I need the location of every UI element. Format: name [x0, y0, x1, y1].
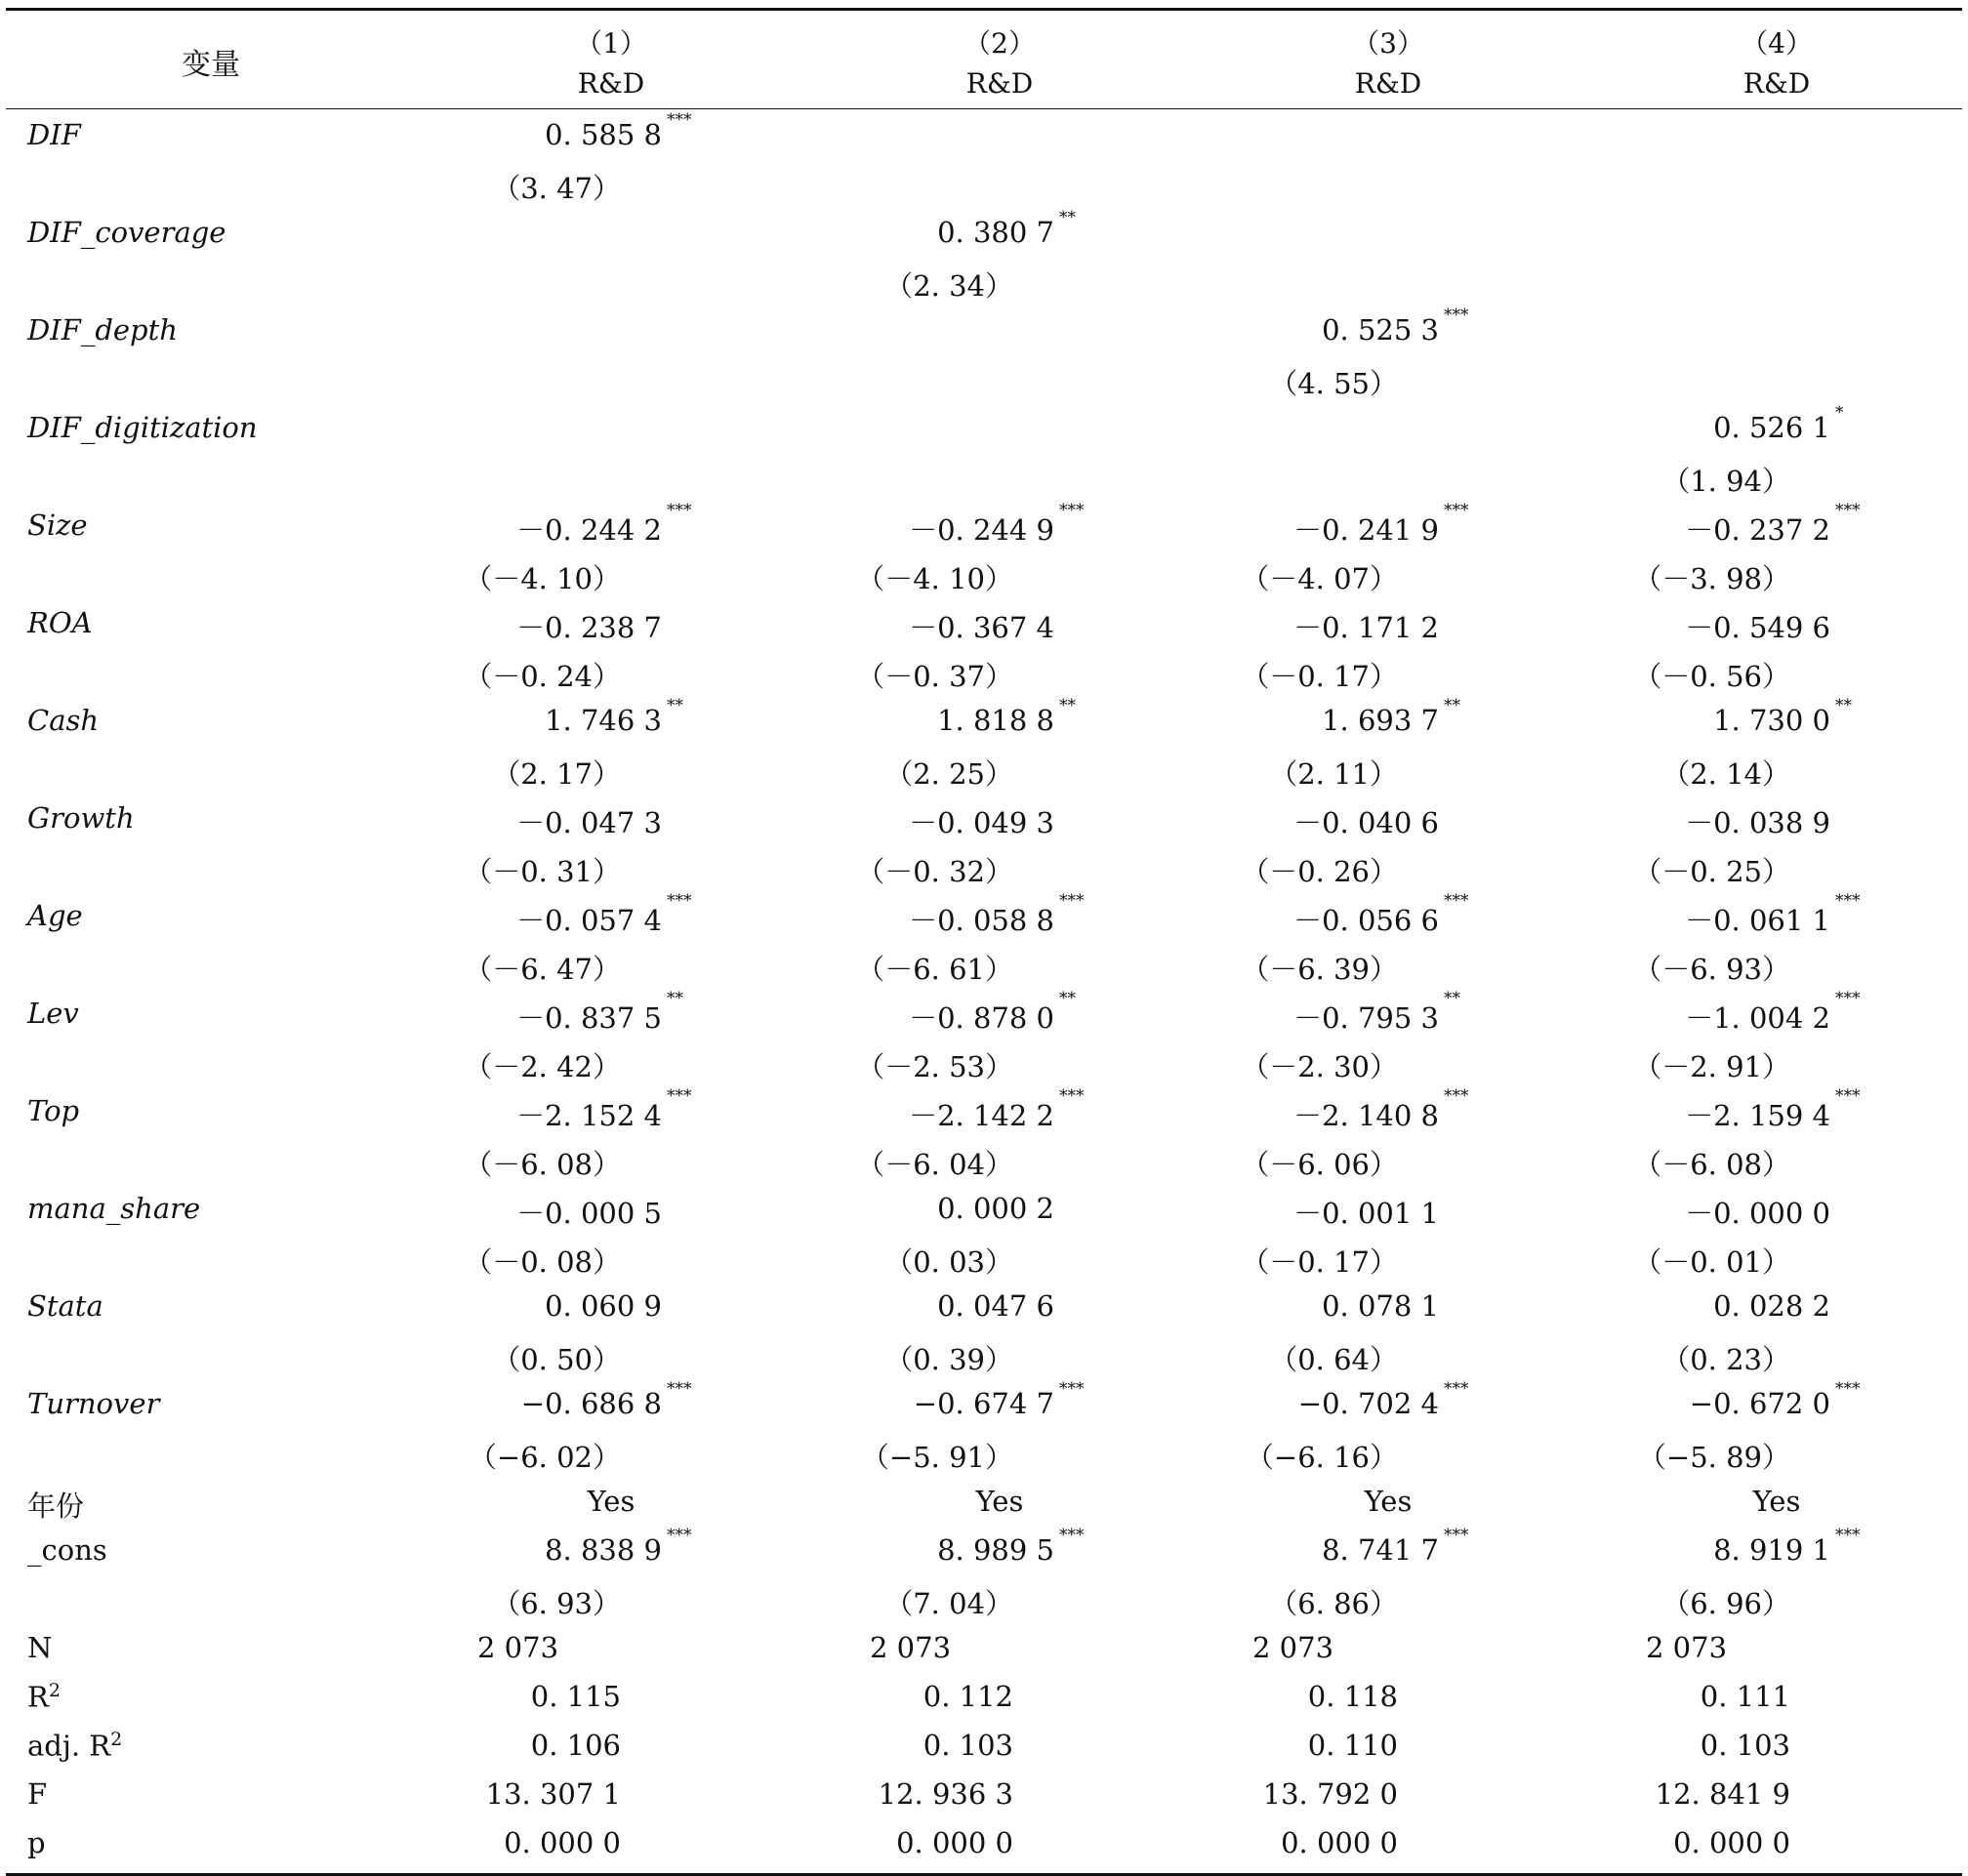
tstat-row [6, 255, 1962, 304]
stat-row-N [6, 1621, 1962, 1670]
row-label: Size [27, 509, 88, 542]
coef-cell: 1. 730 0 ** [1713, 696, 1852, 737]
tstat-row [6, 938, 1962, 987]
tstat-cell: （－0. 37） [856, 660, 1013, 693]
cons-tstat-row [6, 1572, 1962, 1621]
coef-cell: 0. 380 7 ** [937, 208, 1076, 249]
significance-stars: *** [1444, 1086, 1469, 1106]
coef-cell: －0. 837 5 ** [516, 989, 683, 1035]
tstat-row [6, 1231, 1962, 1280]
coef-cell: －0. 878 0 ** [909, 989, 1076, 1035]
significance-stars: ** [1059, 208, 1076, 227]
significance-stars: *** [1835, 1379, 1861, 1399]
tstat-cell: （0. 64） [1269, 1343, 1398, 1376]
tstat-cell: （2. 17） [492, 757, 621, 791]
significance-stars: *** [1059, 1379, 1085, 1399]
stat-row-r2 [6, 1670, 1962, 1719]
tstat-cell: （6. 96） [1661, 1587, 1790, 1620]
year-cell: Yes [587, 1485, 636, 1518]
stat-cell: 12. 841 9 [1655, 1777, 1790, 1811]
tstat-cell: （0. 50） [492, 1343, 621, 1376]
coef-row [6, 596, 1962, 645]
tstat-cell: （－2. 53） [856, 1050, 1013, 1083]
coef-cell: －0. 056 6 *** [1293, 891, 1469, 937]
tstat-row [6, 1036, 1962, 1084]
header-variable: 变量 [182, 48, 240, 82]
tstat-cell: （−6. 16） [1245, 1441, 1398, 1474]
coef-cell: 0. 585 8 *** [545, 110, 692, 151]
significance-stars: *** [1835, 1086, 1861, 1106]
tstat-cell: （2. 25） [884, 757, 1013, 791]
coef-cell: －0. 241 9 *** [1293, 501, 1469, 547]
coef-cell: 0. 525 3 *** [1322, 306, 1469, 347]
stat-cell: 2 073 [477, 1631, 559, 1664]
stat-cell: 0. 000 0 [504, 1826, 621, 1859]
tstat-cell: （－0. 24） [464, 660, 621, 693]
row-label: p [27, 1826, 46, 1859]
tstat-row [6, 840, 1962, 889]
superscript: 2 [110, 1729, 123, 1750]
stat-cell: 0. 111 [1700, 1680, 1790, 1713]
stat-cell: 0. 106 [530, 1729, 621, 1762]
significance-stars: *** [1059, 891, 1085, 911]
stat-cell: 13. 307 1 [485, 1777, 621, 1811]
tstat-cell: （－0. 31） [464, 855, 621, 888]
superscript: 2 [48, 1680, 61, 1701]
stat-cell: 0. 000 0 [896, 1826, 1013, 1859]
header-col-dv: R&D [965, 67, 1034, 100]
coef-cell: －0. 047 3 [516, 806, 662, 839]
coef-cell: －0. 244 9 *** [909, 501, 1085, 547]
stat-row-F [6, 1768, 1962, 1816]
significance-stars: ** [1835, 696, 1852, 715]
coef-row [6, 987, 1962, 1036]
tstat-cell: （0. 23） [1661, 1343, 1790, 1376]
tstat-cell: （－4. 07） [1241, 562, 1398, 595]
tstat-cell: （－4. 10） [856, 562, 1013, 595]
significance-stars: *** [1835, 1526, 1861, 1545]
coef-row [6, 401, 1962, 450]
tstat-row [6, 548, 1962, 596]
tstat-cell: （3. 47） [492, 172, 621, 205]
tstat-cell: （－0. 08） [464, 1245, 621, 1279]
row-label: _cons [27, 1533, 107, 1567]
tstat-cell: （－6. 47） [464, 953, 621, 986]
tstat-cell: （－0. 25） [1633, 855, 1790, 888]
stat-cell: 0. 115 [530, 1680, 621, 1713]
significance-stars: ** [1059, 989, 1076, 1008]
coef-cell: 8. 838 9 *** [545, 1526, 692, 1567]
stat-cell: 0. 112 [922, 1680, 1013, 1713]
significance-stars: *** [1059, 501, 1085, 520]
row-label: F [27, 1777, 48, 1811]
significance-stars: *** [1835, 891, 1861, 911]
significance-stars: ** [667, 989, 683, 1008]
tstat-cell: （－0. 17） [1241, 660, 1398, 693]
row-label: DIF_coverage [27, 216, 226, 249]
header-col-number: （1） [575, 27, 647, 60]
coef-row [6, 206, 1962, 255]
row-label: N [27, 1631, 53, 1664]
coef-cell: −0. 674 7 *** [913, 1379, 1085, 1420]
coef-cell: －1. 004 2 *** [1685, 989, 1861, 1035]
coef-cell: 0. 078 1 [1322, 1289, 1439, 1323]
significance-stars: *** [1444, 1379, 1469, 1399]
header-col-dv: R&D [1742, 67, 1811, 100]
significance-stars: *** [1059, 1086, 1085, 1106]
significance-stars: *** [1444, 1526, 1469, 1545]
coef-row [6, 1377, 1962, 1426]
tstat-cell: （－6. 93） [1633, 953, 1790, 986]
significance-stars: ** [1059, 696, 1076, 715]
year-row [6, 1475, 1962, 1524]
coef-cell: －0. 001 1 [1293, 1197, 1439, 1230]
coef-cell: −0. 702 4 *** [1297, 1379, 1469, 1420]
row-label: Top [27, 1094, 80, 1127]
tstat-cell: （0. 39） [884, 1343, 1013, 1376]
tstat-cell: （1. 94） [1661, 465, 1790, 498]
tstat-row [6, 1426, 1962, 1475]
coef-cell: −0. 672 0 *** [1689, 1379, 1861, 1420]
significance-stars: ** [1444, 696, 1460, 715]
tstat-row [6, 157, 1962, 206]
tstat-cell: （4. 55） [1269, 367, 1398, 400]
tstat-cell: （－6. 61） [856, 953, 1013, 986]
coef-cell: －0. 061 1 *** [1685, 891, 1861, 937]
tstat-cell: （－6. 39） [1241, 953, 1398, 986]
year-cell: Yes [1364, 1485, 1413, 1518]
significance-stars: *** [1444, 891, 1469, 911]
stat-cell: 0. 110 [1307, 1729, 1398, 1762]
tstat-cell: （－6. 06） [1241, 1148, 1398, 1181]
coef-cell: −0. 686 8 *** [520, 1379, 692, 1420]
regression-table [6, 8, 1962, 1876]
significance-stars: *** [1835, 989, 1861, 1008]
significance-stars: *** [667, 501, 692, 520]
tstat-row [6, 743, 1962, 792]
coef-cell: －0. 237 2 *** [1685, 501, 1861, 547]
coef-cell: －0. 057 4 *** [516, 891, 692, 937]
coef-cell: 1. 693 7 ** [1322, 696, 1460, 737]
header-col-dv: R&D [1354, 67, 1422, 100]
row-label: DIF_depth [27, 313, 178, 347]
coef-cell: 1. 746 3 ** [545, 696, 683, 737]
significance-stars: * [1835, 403, 1844, 423]
significance-stars: *** [1444, 501, 1469, 520]
coef-cell: －2. 140 8 *** [1293, 1086, 1469, 1132]
coef-cell: －2. 152 4 *** [516, 1086, 692, 1132]
cons-row [6, 1524, 1962, 1572]
row-label: adj. $R^2$ [27, 1729, 123, 1763]
coef-row [6, 108, 1962, 157]
coef-row [6, 694, 1962, 743]
header-col-number: （3） [1352, 27, 1424, 60]
significance-stars: *** [667, 891, 692, 911]
coef-cell: －0. 244 2 *** [516, 501, 692, 547]
tstat-cell: （－0. 56） [1633, 660, 1790, 693]
tstat-cell: （－6. 08） [1633, 1148, 1790, 1181]
row-label: DIF_digitization [27, 411, 258, 444]
stat-row-p [6, 1816, 1962, 1865]
row-label: DIF [27, 118, 81, 151]
stat-cell: 2 073 [1252, 1631, 1334, 1664]
tstat-cell: （－6. 08） [464, 1148, 621, 1181]
coef-cell: －2. 159 4 *** [1685, 1086, 1861, 1132]
coef-row [6, 1182, 1962, 1231]
row-label: Age [27, 899, 83, 932]
tstat-row [6, 1133, 1962, 1182]
coef-cell: 0. 047 6 [937, 1289, 1054, 1323]
row-label: ROA [27, 606, 93, 639]
coef-row [6, 1280, 1962, 1328]
significance-stars: *** [1835, 501, 1861, 520]
tstat-cell: （−6. 02） [468, 1441, 621, 1474]
tstat-cell: （－4. 10） [464, 562, 621, 595]
tstat-cell: （7. 04） [884, 1587, 1013, 1620]
header-col-dv: R&D [577, 67, 645, 100]
year-cell: Yes [1752, 1485, 1801, 1518]
header-col-number: （4） [1741, 27, 1813, 60]
tstat-cell: （6. 86） [1269, 1587, 1398, 1620]
coef-cell: 0. 526 1 * [1713, 403, 1844, 444]
tstat-cell: （－2. 30） [1241, 1050, 1398, 1083]
coef-cell: 8. 919 1 *** [1713, 1526, 1861, 1567]
tstat-cell: （−5. 91） [860, 1441, 1013, 1474]
coef-cell: 8. 989 5 *** [937, 1526, 1085, 1567]
coef-cell: 0. 028 2 [1713, 1289, 1830, 1323]
coef-cell: －0. 049 3 [909, 806, 1054, 839]
tstat-cell: （－0. 32） [856, 855, 1013, 888]
tstat-cell: （0. 03） [884, 1245, 1013, 1279]
coef-cell: －0. 238 7 [516, 611, 662, 644]
row-label: Lev [27, 997, 79, 1030]
tstat-cell: （－2. 42） [464, 1050, 621, 1083]
significance-stars: *** [667, 1379, 692, 1399]
tstat-cell: （−5. 89） [1637, 1441, 1790, 1474]
row-label: $R^2$ [27, 1680, 61, 1714]
tstat-row [6, 352, 1962, 401]
coef-cell: 8. 741 7 *** [1322, 1526, 1469, 1567]
significance-stars: *** [1059, 1526, 1085, 1545]
coef-cell: －2. 142 2 *** [909, 1086, 1085, 1132]
coef-cell: 1. 818 8 ** [937, 696, 1076, 737]
coef-cell: 0. 000 2 [937, 1192, 1054, 1225]
coef-cell: －0. 000 0 [1685, 1197, 1830, 1230]
significance-stars: ** [667, 696, 683, 715]
tstat-row [6, 645, 1962, 694]
coef-cell: －0. 058 8 *** [909, 891, 1085, 937]
row-label: 年份 [27, 1489, 85, 1523]
table-header [6, 11, 1962, 109]
row-label: Cash [27, 704, 100, 737]
coef-cell: －0. 038 9 [1685, 806, 1830, 839]
tstat-cell: （－0. 26） [1241, 855, 1398, 888]
significance-stars: *** [667, 1086, 692, 1106]
coef-cell: －0. 795 3 ** [1293, 989, 1460, 1035]
header-col-number: （2） [964, 27, 1036, 60]
stat-cell: 13. 792 0 [1262, 1777, 1398, 1811]
tstat-cell: （－0. 01） [1633, 1245, 1790, 1279]
coef-cell: －0. 171 2 [1293, 611, 1439, 644]
row-label: Turnover [27, 1387, 160, 1420]
coef-row [6, 499, 1962, 548]
tstat-cell: （－2. 91） [1633, 1050, 1790, 1083]
tstat-cell: （－6. 04） [856, 1148, 1013, 1181]
coef-row [6, 1084, 1962, 1133]
significance-stars: *** [667, 1526, 692, 1545]
coef-cell: －0. 549 6 [1685, 611, 1830, 644]
coef-row [6, 889, 1962, 938]
tstat-cell: （－3. 98） [1633, 562, 1790, 595]
tstat-row [6, 450, 1962, 499]
coef-cell: －0. 040 6 [1293, 806, 1439, 839]
row-label: Growth [27, 801, 135, 835]
significance-stars: ** [1444, 989, 1460, 1008]
stat-cell: 0. 118 [1307, 1680, 1398, 1713]
tstat-row [6, 1328, 1962, 1377]
coef-cell: －0. 367 4 [909, 611, 1054, 644]
significance-stars: *** [1444, 306, 1469, 325]
tstat-cell: （－0. 17） [1241, 1245, 1398, 1279]
stat-row-adjr2 [6, 1719, 1962, 1768]
coef-cell: －0. 000 5 [516, 1197, 662, 1230]
tstat-cell: （2. 11） [1269, 757, 1398, 791]
tstat-cell: （2. 34） [884, 269, 1013, 303]
row-label: mana_share [27, 1192, 201, 1225]
coef-row [6, 304, 1962, 352]
coef-cell: 0. 060 9 [545, 1289, 662, 1323]
tstat-cell: （2. 14） [1661, 757, 1790, 791]
tstat-cell: （6. 93） [492, 1587, 621, 1620]
stat-cell: 12. 936 3 [878, 1777, 1013, 1811]
significance-stars: *** [667, 110, 692, 130]
stat-cell: 2 073 [870, 1631, 952, 1664]
stat-cell: 0. 103 [1700, 1729, 1790, 1762]
stat-cell: 0. 000 0 [1673, 1826, 1790, 1859]
coef-row [6, 792, 1962, 840]
row-label: Stata [27, 1289, 103, 1323]
stat-cell: 2 073 [1646, 1631, 1728, 1664]
stat-cell: 0. 000 0 [1281, 1826, 1398, 1859]
year-cell: Yes [975, 1485, 1024, 1518]
stat-cell: 0. 103 [922, 1729, 1013, 1762]
